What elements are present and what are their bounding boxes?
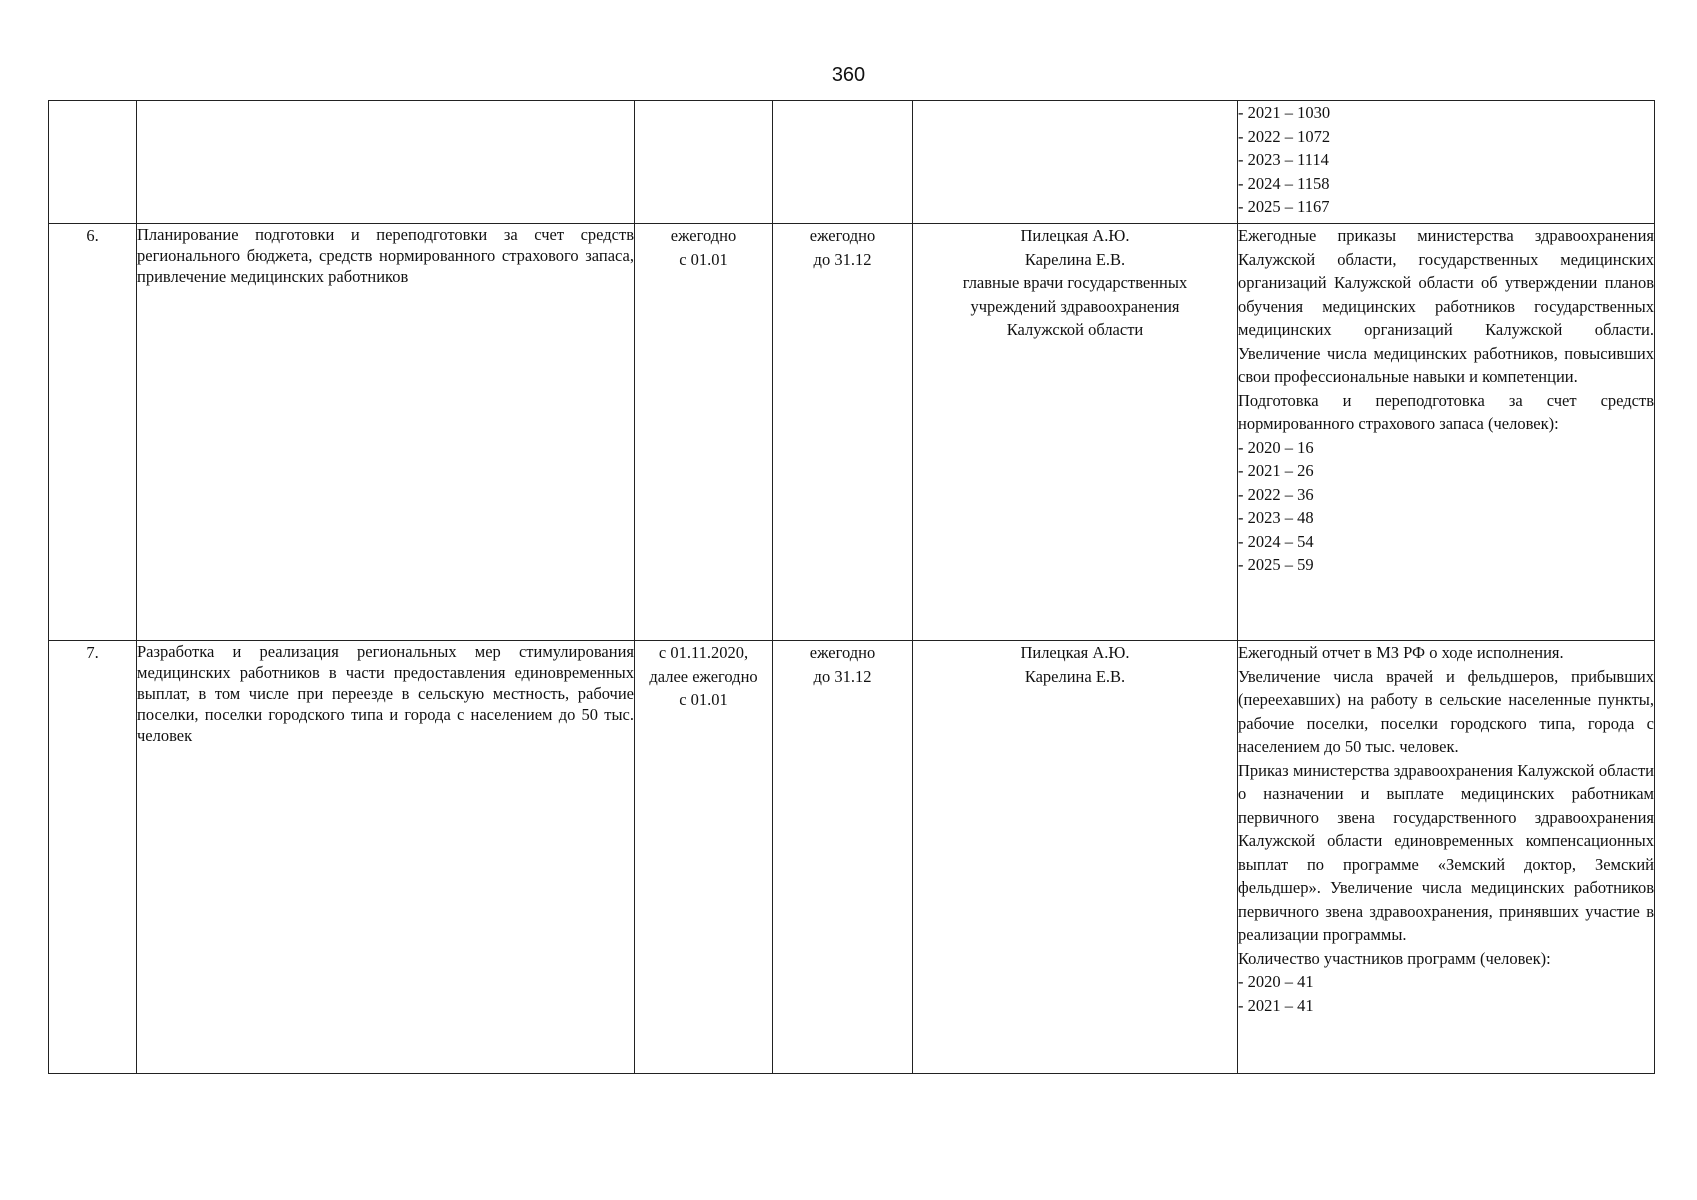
responsible-line: Пилецкая А.Ю. — [1020, 643, 1130, 662]
result-line: - 2020 – 41 — [1238, 972, 1314, 991]
result-line: - 2021 – 41 — [1238, 995, 1314, 1015]
measure-description — [137, 101, 635, 224]
result-line: Количество участников программ (человек): — [1238, 948, 1551, 968]
result-line: - 2024 – 1158 — [1238, 173, 1330, 193]
result-line: - 2020 – 16 — [1238, 437, 1314, 457]
responsible-cell — [913, 641, 1238, 1074]
result-line: - 2022 – 36 — [1238, 484, 1314, 504]
start-date-line: ежегодно — [670, 226, 737, 245]
start-date-cell — [635, 101, 773, 224]
result-line: - 2023 – 48 — [1238, 508, 1314, 527]
start-date-line: с 01.01 — [679, 690, 728, 709]
results-cell — [1238, 641, 1655, 1074]
row-number: 7. — [49, 641, 137, 1074]
responsible-line: учреждений здравоохранения — [970, 296, 1180, 316]
end-date-line: ежегодно — [809, 643, 876, 662]
result-line: Ежегодные приказы министерства здравоохранения Калужской области, государственных медицинских организаций Калужской области об утверждении планов обучения медицинских работников государственных медицинских организаций Калужской области. Увеличение числа медицинских работников, повысивших свои профессиональные навыки и компетенции. — [1238, 226, 1654, 386]
result-line: - 2021 – 26 — [1238, 461, 1314, 480]
result-line: - 2022 – 1072 — [1238, 126, 1331, 146]
end-date-cell — [773, 101, 913, 224]
responsible-line: главные врачи государственных — [962, 273, 1188, 292]
end-date-line: ежегодно — [809, 226, 876, 245]
start-date-line: с 01.11.2020, — [658, 643, 749, 662]
responsible-cell — [913, 224, 1238, 641]
start-date-cell — [635, 224, 773, 641]
result-line: - 2021 – 1030 — [1238, 103, 1331, 122]
responsible-line: Карелина Е.В. — [1024, 666, 1126, 686]
responsible-line: Калужской области — [1006, 320, 1144, 339]
result-line: - 2024 – 54 — [1238, 531, 1314, 551]
start-date-cell — [635, 641, 773, 1074]
start-date-line: далее ежегодно — [649, 666, 758, 686]
result-line: Приказ министерства здравоохранения Калужской области о назначении и выплате медицинских работникам первичного звена государственного здравоохранения Калужской области единовременных компенсационных выплат по программе «Земский доктор, Земский фельдшер». Увеличение числа медицинских работников первичного звена здравоохранения, принявших участие в реализации программы. — [1238, 760, 1654, 944]
result-line: Ежегодный отчет в МЗ РФ о ходе исполнения. — [1238, 643, 1564, 662]
result-line: - 2025 – 59 — [1238, 555, 1314, 574]
row-number: 6. — [49, 224, 137, 641]
page-number: 360 — [831, 64, 866, 86]
responsible-line: Пилецкая А.Ю. — [1020, 226, 1130, 245]
start-date-line: с 01.01 — [679, 249, 728, 269]
measure-description: Планирование подготовки и переподготовки за счет средств регионального бюджета, средств нормированного страхового запаса, привлечение медицинских работников — [137, 224, 635, 641]
result-line: Увеличение числа врачей и фельдшеров, прибывших (переехавших) на работу в сельские населенные пункты, рабочие поселки, поселки городского типа, города с населением до 50 тыс. человек. — [1238, 666, 1654, 756]
result-line: Подготовка и переподготовка за счет средств нормированного страхового запаса (человек): — [1238, 390, 1654, 433]
measure-description: Разработка и реализация региональных мер стимулирования медицинских работников в части предоставления единовременных выплат, в том числе при переезде в сельскую местность, рабочие поселки, поселки городского типа и города с населением до 50 тыс. человек — [137, 641, 635, 1074]
result-line: - 2025 – 1167 — [1238, 197, 1330, 216]
results-cell — [1238, 224, 1655, 641]
end-date-line: до 31.12 — [813, 249, 872, 269]
table-row — [49, 224, 1655, 641]
table-row — [49, 101, 1655, 224]
measures-table — [48, 100, 1655, 1074]
end-date-cell — [773, 641, 913, 1074]
table-row — [49, 641, 1655, 1074]
end-date-cell — [773, 224, 913, 641]
row-number — [49, 101, 137, 224]
result-line: - 2023 – 1114 — [1238, 150, 1329, 169]
responsible-cell — [913, 101, 1238, 224]
responsible-line: Карелина Е.В. — [1024, 249, 1126, 269]
results-cell — [1238, 101, 1655, 224]
end-date-line: до 31.12 — [813, 666, 872, 686]
